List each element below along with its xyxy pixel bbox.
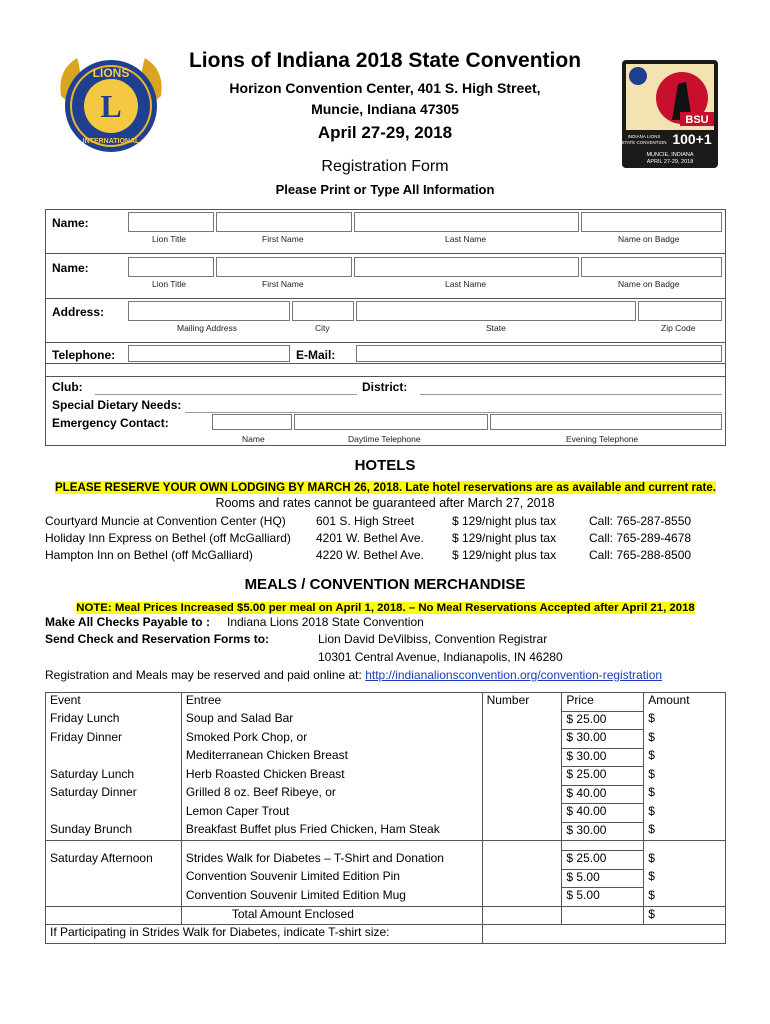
hotel-rate: $ 129/night plus tax (452, 548, 557, 562)
registrar-name: Lion David DeVilbiss, Convention Registrar (318, 632, 548, 646)
tshirt-size-label: If Participating in Strides Walk for Diabetes, indicate T-shirt size: (46, 925, 483, 944)
svg-text:L: L (100, 88, 122, 124)
mailing-address-field[interactable] (128, 301, 290, 321)
svg-text:MUNCIE, INDIANA: MUNCIE, INDIANA (646, 152, 694, 158)
daytime-telephone-caption: Daytime Telephone (348, 434, 421, 444)
table-row (46, 767, 726, 786)
meals-table (45, 692, 726, 944)
number-cell[interactable] (482, 785, 562, 804)
registration-link[interactable]: http://indianalionsconvention.org/convention-registration (365, 668, 663, 682)
column-header: Entree (181, 693, 482, 712)
hotel-name: Courtyard Muncie at Convention Center (HQ) (45, 514, 286, 528)
event-cell: Saturday Dinner (46, 785, 182, 804)
table-row (46, 888, 726, 907)
price-cell: $ 30.00 (562, 822, 644, 841)
hotel-phone: Call: 765-287-8550 (589, 514, 692, 528)
number-cell[interactable] (482, 804, 562, 823)
amount-cell[interactable]: $ (644, 851, 726, 870)
number-cell[interactable] (482, 748, 562, 767)
table-row (46, 851, 726, 870)
badge-name-caption-2: Name on Badge (618, 279, 680, 289)
amount-cell[interactable]: $ (644, 711, 726, 730)
name-label-2: Name: (52, 261, 89, 275)
state-field[interactable] (356, 301, 636, 321)
hotels-heading: HOTELS (354, 457, 416, 474)
event-cell (46, 804, 182, 823)
first-name-caption: First Name (262, 234, 304, 244)
entree-cell: Soup and Salad Bar (181, 711, 482, 730)
table-row (46, 748, 726, 767)
svg-text:LIONS: LIONS (92, 66, 130, 80)
hotel-phone: Call: 765-289-4678 (589, 531, 692, 545)
column-header: Amount (644, 693, 726, 712)
price-cell: $ 5.00 (562, 869, 644, 888)
emergency-name-caption: Name (242, 434, 265, 444)
hotel-name: Hampton Inn on Bethel (off McGalliard) (45, 548, 253, 562)
event-cell: Sunday Brunch (46, 822, 182, 841)
form-title: Registration Form (321, 158, 449, 175)
event-cell (46, 888, 182, 907)
online-registration-text: Registration and Meals may be reserved and paid online at: http://indianalionsconvention.org/convention-registration (45, 668, 663, 682)
checks-payable-value: Indiana Lions 2018 State Convention (227, 615, 424, 629)
name-label: Name: (52, 216, 89, 230)
venue-address: Horizon Convention Center, 401 S. High Street, (229, 80, 541, 96)
last-name-caption-2: Last Name (445, 279, 487, 289)
total-label: Total Amount Enclosed (181, 906, 482, 925)
entree-cell: Smoked Pork Chop, or (181, 730, 482, 749)
club-label: Club: (52, 380, 83, 394)
email-label: E-Mail: (296, 348, 336, 362)
event-cell (46, 748, 182, 767)
first-name-caption-2: First Name (262, 279, 304, 289)
total-row (46, 906, 726, 925)
last-name-caption: Last Name (445, 234, 487, 244)
entree-cell: Convention Souvenir Limited Edition Mug (181, 888, 482, 907)
dietary-label: Special Dietary Needs: (52, 398, 182, 412)
lion-title-field-2[interactable] (128, 257, 214, 277)
emergency-contact-label: Emergency Contact: (52, 416, 169, 430)
zip-code-field[interactable] (638, 301, 722, 321)
table-row (46, 730, 726, 749)
entree-cell: Mediterranean Chicken Breast (181, 748, 482, 767)
meal-price-note: NOTE: Meal Prices Increased $5.00 per meal on April 1, 2018. – No Meal Reservations Accepted after April 21, 2018 (76, 602, 695, 614)
telephone-field[interactable] (128, 345, 290, 362)
district-label: District: (362, 380, 408, 394)
hotel-rate: $ 129/night plus tax (452, 514, 557, 528)
number-cell[interactable] (482, 767, 562, 786)
last-name-field-1[interactable] (354, 212, 579, 232)
number-cell[interactable] (482, 869, 562, 888)
svg-text:STATE CONVENTION: STATE CONVENTION (622, 140, 667, 145)
spacer-row (46, 841, 726, 851)
number-cell[interactable] (482, 711, 562, 730)
amount-cell[interactable]: $ (644, 888, 726, 907)
amount-cell[interactable]: $ (644, 869, 726, 888)
first-name-field-1[interactable] (216, 212, 352, 232)
venue-city: Muncie, Indiana 47305 (311, 101, 459, 117)
event-cell: Saturday Lunch (46, 767, 182, 786)
hotel-deadline-notice: PLEASE RESERVE YOUR OWN LODGING BY MARCH 26, 2018. Late hotel reservations are as available and current rate. (54, 481, 717, 494)
lion-title-caption: Lion Title (152, 234, 187, 244)
amount-cell[interactable]: $ (644, 804, 726, 823)
entree-cell: Convention Souvenir Limited Edition Pin (181, 869, 482, 888)
send-forms-label: Send Check and Reservation Forms to: (45, 632, 270, 646)
table-row (46, 822, 726, 841)
svg-text:APRIL 27-29, 2018: APRIL 27-29, 2018 (646, 159, 694, 165)
state-caption: State (486, 323, 506, 333)
event-cell (46, 869, 182, 888)
badge-name-field-1[interactable] (581, 212, 722, 232)
telephone-label: Telephone: (52, 348, 116, 362)
number-cell[interactable] (482, 888, 562, 907)
hotel-name: Holiday Inn Express on Bethel (off McGalliard) (45, 531, 291, 545)
total-amount-cell[interactable]: $ (644, 906, 726, 925)
evening-telephone-caption: Evening Telephone (566, 434, 639, 444)
amount-cell[interactable]: $ (644, 785, 726, 804)
lion-title-field-1[interactable] (128, 212, 214, 232)
entree-cell: Lemon Caper Trout (181, 804, 482, 823)
hotel-address: 4220 W. Bethel Ave. (316, 548, 424, 562)
page-title: Lions of Indiana 2018 State Convention (188, 49, 582, 72)
number-cell[interactable] (482, 730, 562, 749)
svg-text:100+1: 100+1 (672, 131, 712, 147)
form-instruction: Please Print or Type All Information (275, 182, 495, 197)
price-cell: $ 40.00 (562, 804, 644, 823)
entree-cell: Grilled 8 oz. Beef Ribeye, or (181, 785, 482, 804)
table-row (46, 869, 726, 888)
svg-text:INTERNATIONAL: INTERNATIONAL (82, 138, 140, 145)
price-cell: $ 25.00 (562, 767, 644, 786)
svg-text:INDIANA LIONS: INDIANA LIONS (627, 134, 661, 139)
entree-cell: Strides Walk for Diabetes – T-Shirt and Donation (181, 851, 482, 870)
amount-cell[interactable]: $ (644, 748, 726, 767)
badge-name-field-2[interactable] (581, 257, 722, 277)
tshirt-row (46, 925, 726, 944)
column-header: Event (46, 693, 182, 712)
price-cell: $ 30.00 (562, 748, 644, 767)
city-caption: City (315, 323, 330, 333)
checks-payable-label: Make All Checks Payable to : (45, 615, 210, 629)
daytime-telephone-field[interactable] (294, 414, 488, 430)
city-field[interactable] (292, 301, 354, 321)
tshirt-size-field[interactable] (482, 925, 725, 944)
price-cell: $ 25.00 (562, 711, 644, 730)
event-cell: Friday Dinner (46, 730, 182, 749)
number-cell[interactable] (482, 822, 562, 841)
price-cell: $ 40.00 (562, 785, 644, 804)
last-name-field-2[interactable] (354, 257, 579, 277)
hotel-rate: $ 129/night plus tax (452, 531, 557, 545)
price-cell: $ 5.00 (562, 888, 644, 907)
table-header-row (46, 693, 726, 712)
table-row (46, 804, 726, 823)
amount-cell[interactable]: $ (644, 767, 726, 786)
entree-cell: Breakfast Buffet plus Fried Chicken, Ham Steak (181, 822, 482, 841)
event-cell: Saturday Afternoon (46, 851, 182, 870)
column-header: Price (562, 693, 644, 712)
price-cell: $ 30.00 (562, 730, 644, 749)
address-label: Address: (52, 305, 105, 319)
number-cell[interactable] (482, 851, 562, 870)
convention-dates: April 27-29, 2018 (317, 123, 453, 142)
hotel-address: 4201 W. Bethel Ave. (316, 531, 424, 545)
price-cell: $ 25.00 (562, 851, 644, 870)
meals-heading: MEALS / CONVENTION MERCHANDISE (244, 576, 526, 593)
amount-cell[interactable]: $ (644, 730, 726, 749)
first-name-field-2[interactable] (216, 257, 352, 277)
hotel-phone: Call: 765-288-8500 (589, 548, 692, 562)
mailing-address-caption: Mailing Address (177, 323, 238, 333)
svg-text:BSU: BSU (685, 114, 709, 126)
table-row (46, 711, 726, 730)
lion-title-caption-2: Lion Title (152, 279, 187, 289)
hotel-address: 601 S. High Street (316, 514, 415, 528)
table-row (46, 785, 726, 804)
amount-cell[interactable]: $ (644, 822, 726, 841)
zip-code-caption: Zip Code (661, 323, 696, 333)
rate-guarantee-note: Rooms and rates cannot be guaranteed after March 27, 2018 (215, 496, 555, 510)
event-cell: Friday Lunch (46, 711, 182, 730)
entree-cell: Herb Roasted Chicken Breast (181, 767, 482, 786)
column-header: Number (482, 693, 562, 712)
registrar-address: 10301 Central Avenue, Indianapolis, IN 46280 (318, 650, 563, 664)
email-field[interactable] (356, 345, 722, 362)
emergency-name-field[interactable] (212, 414, 292, 430)
badge-name-caption: Name on Badge (618, 234, 680, 244)
evening-telephone-field[interactable] (490, 414, 722, 430)
